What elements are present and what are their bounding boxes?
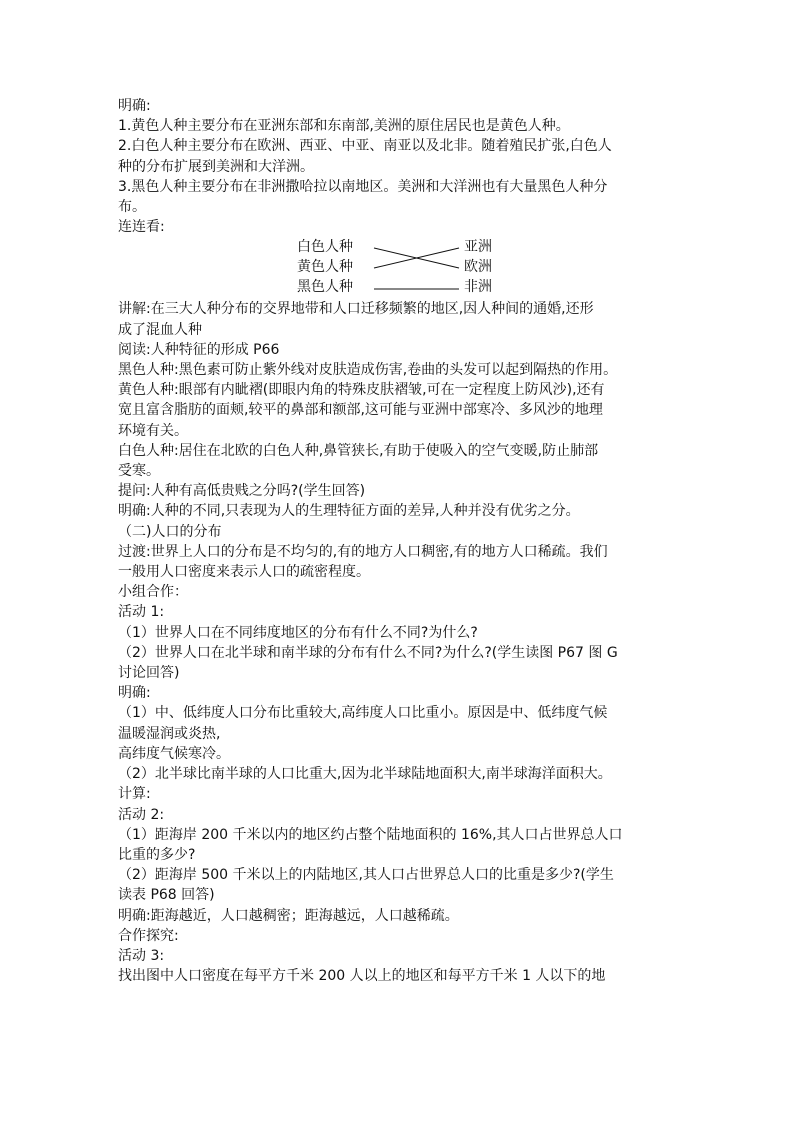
- match-right-europe: 欧洲: [464, 259, 492, 276]
- intro-lines: [118, 96, 678, 237]
- text-line: （1）中、低纬度人口分布比重较大,高纬度人口比重小。原因是中、低纬度气候: [118, 705, 608, 722]
- match-left-yellow: 黄色人种: [297, 259, 353, 276]
- match-lines: [118, 237, 678, 299]
- text-line: 明确:人种的不同,只表现为人的生理特征方面的差异,人种并没有优劣之分。: [118, 503, 580, 520]
- text-line: （2）世界人口在北半球和南半球的分布有什么不同?为什么?(学生读图 P67 图 G: [118, 644, 618, 661]
- text-line: 活动 3:: [118, 947, 165, 964]
- text-line: 种的分布扩展到美洲和大洋洲。: [118, 158, 314, 175]
- text-line: 读表 P68 回答): [118, 887, 215, 904]
- text-line: 合作探究:: [118, 927, 179, 944]
- match-left-black: 黑色人种: [297, 279, 353, 296]
- text-line: 明确:: [118, 685, 151, 702]
- text-line: 过渡:世界上人口的分布是不均匀的,有的地方人口稠密,有的地方人口稀疏。我们: [118, 543, 608, 560]
- text-line: 明确:: [118, 98, 151, 114]
- text-line: （2）距海岸 500 千米以上的内陆地区,其人口占世界总人口的比重是多少?(学生: [118, 867, 614, 884]
- text-line: 找出图中人口密度在每平方千米 200 人以上的地区和每平方千米 1 人以下的地: [118, 968, 606, 985]
- match-right-africa: 非洲: [464, 279, 492, 296]
- text-line: 一般用人口密度来表示人口的疏密程度。: [118, 564, 370, 581]
- text-line: 环境有关。: [118, 422, 188, 439]
- body-lines: [118, 299, 678, 986]
- text-line: 黑色人种:黑色素可防止紫外线对皮肤造成伤害,卷曲的头发可以起到隔热的作用。: [118, 362, 618, 379]
- text-line: 布。: [118, 199, 146, 216]
- text-line: 讨论回答): [118, 665, 180, 682]
- text-line: 讲解:在三大人种分布的交界地带和人口迁移频繁的地区,因人种间的通婚,还形: [118, 301, 594, 318]
- text-line: 活动 2:: [118, 806, 165, 823]
- matching-exercise: [118, 237, 678, 299]
- text-line: 连连看:: [118, 219, 165, 236]
- text-line: 黄色人种:眼部有内眦褶(即眼内角的特殊皮肤褶皱,可在一定程度上防风沙),还有: [118, 382, 605, 399]
- text-line: 3.黑色人种主要分布在非洲撒哈拉以南地区。美洲和大洋洲也有大量黑色人种分: [118, 178, 608, 195]
- text-line: 1.黄色人种主要分布在亚洲东部和东南部,美洲的原住居民也是黄色人种。: [118, 118, 570, 135]
- text-line: （2）北半球比南半球的人口比重大,因为北半球陆地面积大,南半球海洋面积大。: [118, 766, 612, 783]
- match-right-asia: 亚洲: [464, 239, 492, 256]
- text-line: 计算:: [118, 786, 151, 803]
- text-line: （1）距海岸 200 千米以内的地区约占整个陆地面积的 16%,其人口占世界总人口: [118, 826, 623, 843]
- text-line: 明确:距海越近，人口越稠密；距海越远，人口越稀疏。: [118, 907, 459, 924]
- text-line: 2.白色人种主要分布在欧洲、西亚、中亚、南亚以及北非。随着殖民扩张,白色人: [118, 138, 612, 155]
- text-line: 高纬度气候寒冷。: [118, 745, 230, 762]
- text-line: 宽且富含脂肪的面颊,较平的鼻部和额部,这可能与亚洲中部寒冷、多风沙的地理: [118, 402, 603, 419]
- document-body: [118, 96, 678, 986]
- text-line: 成了混血人种: [118, 321, 202, 338]
- match-left-white: 白色人种: [297, 239, 353, 256]
- text-line: 小组合作：: [118, 584, 188, 601]
- text-line: 温暖湿润或炎热,: [118, 725, 221, 742]
- section-heading: （二)人口的分布: [118, 523, 222, 540]
- text-line: 提问:人种有高低贵贱之分吗?(学生回答): [118, 483, 366, 500]
- text-line: 比重的多少?: [118, 846, 196, 863]
- text-line: 阅读:人种特征的形成 P66: [118, 341, 280, 358]
- text-line: （1）世界人口在不同纬度地区的分布有什么不同?为什么?: [118, 624, 478, 641]
- text-line: 受寒。: [118, 463, 160, 480]
- text-line: 白色人种:居住在北欧的白色人种,鼻管狭长,有助于使吸入的空气变暖,防止肺部: [118, 442, 599, 459]
- text-line: 活动 1:: [118, 604, 165, 621]
